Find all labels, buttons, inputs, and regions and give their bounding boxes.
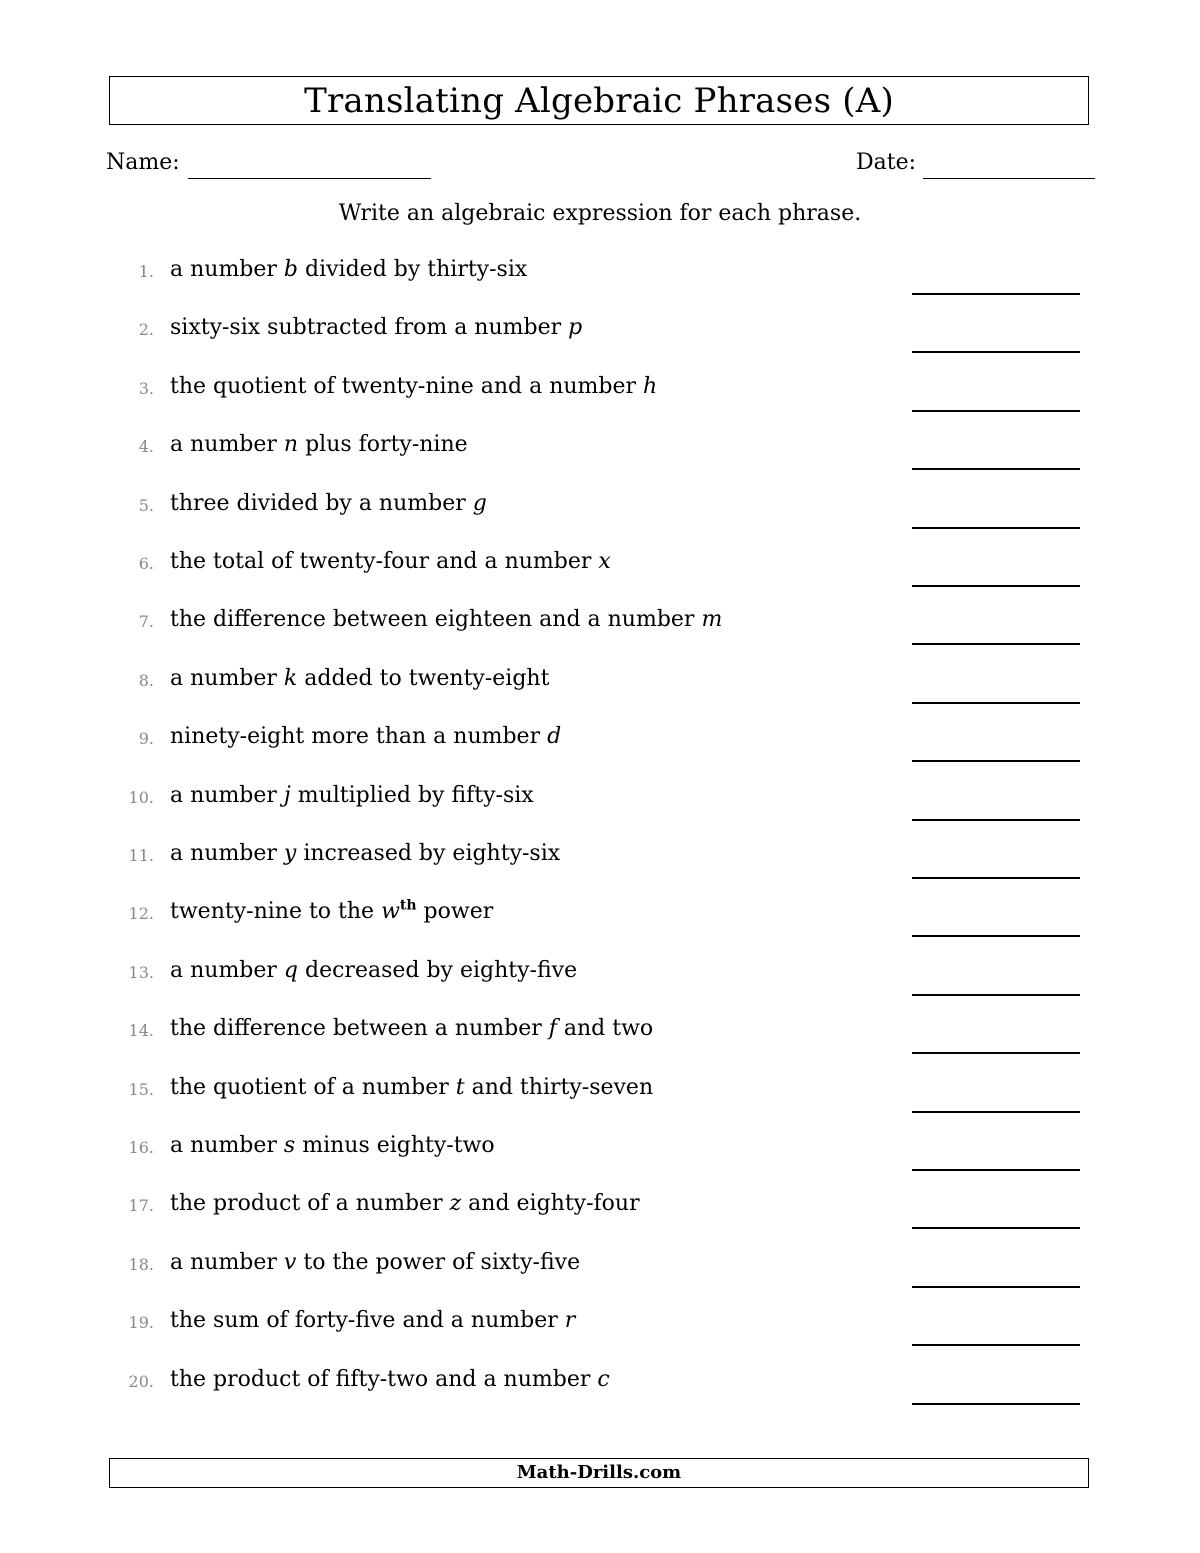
variable: p [568,315,583,340]
answer-line[interactable] [912,293,1080,295]
answer-line[interactable] [912,585,1080,587]
variable: n [283,432,299,457]
problem-phrase [170,1309,575,1333]
answer-line[interactable] [912,410,1080,412]
problem-number: 14. [128,1021,154,1040]
phrase-text: to the power of sixty-five [296,1250,581,1275]
footer-text: Math-Drills.com [516,1462,682,1483]
problem-number: 8. [138,671,154,690]
variable: c [597,1367,610,1392]
problem-phrase [170,608,722,632]
problem-phrase [170,316,582,340]
answer-line[interactable] [912,1052,1080,1054]
problem-number: 4. [138,437,154,456]
problem-number: 10. [128,788,154,807]
problem-row [0,1192,1200,1232]
phrase-text: and thirty-seven [464,1075,654,1100]
phrase-text: a number [170,783,284,808]
problem-phrase [170,784,534,808]
problem-row [0,1251,1200,1291]
phrase-text: a number [170,1250,284,1275]
problem-row [0,667,1200,707]
problem-row [0,608,1200,648]
variable: x [598,549,611,574]
phrase-text: increased by eighty-six [296,841,561,866]
problem-row [0,1134,1200,1174]
problem-number: 13. [128,963,154,982]
problem-row [0,842,1200,882]
superscript: th [399,897,417,914]
answer-line[interactable] [912,935,1080,937]
phrase-text: the total of twenty-four and a number [170,549,599,574]
problem-phrase [170,725,561,749]
phrase-text: three divided by a number [170,491,473,516]
phrase-text: a number [170,841,284,866]
problem-number: 11. [128,846,154,865]
problem-phrase [170,1368,610,1392]
problem-phrase [170,258,527,282]
footer-box [109,1458,1089,1488]
variable: m [701,607,723,632]
variable: f [548,1016,557,1041]
phrase-text: and eighty-four [461,1191,640,1216]
phrase-text: power [416,899,494,924]
problem-number: 5. [138,496,154,515]
phrase-text: ninety-eight more than a number [170,724,548,749]
problem-number: 9. [138,729,154,748]
phrase-text: the difference between eighteen and a number [170,607,702,632]
variable: v [283,1250,297,1275]
phrase-text: a number [170,958,284,983]
problem-phrase [170,667,549,691]
phrase-text: divided by thirty-six [298,257,528,282]
problem-number: 15. [128,1080,154,1099]
variable: h [643,374,658,399]
variable: j [283,783,291,808]
problem-phrase [170,842,560,866]
problem-phrase [170,1192,640,1216]
phrase-text: the product of a number [170,1191,450,1216]
variable: b [283,257,299,282]
answer-line[interactable] [912,1344,1080,1346]
problem-number: 12. [128,904,154,923]
problem-row [0,375,1200,415]
variable: q [283,958,299,983]
answer-line[interactable] [912,1111,1080,1113]
problem-number: 2. [138,320,154,339]
phrase-text: a number [170,666,284,691]
phrase-text: a number [170,257,284,282]
answer-line[interactable] [912,468,1080,470]
problem-phrase [170,492,487,516]
phrase-text: the quotient of a number [170,1075,456,1100]
name-label: Name: [106,150,180,175]
worksheet-title: Translating Algebraic Phrases (A) [304,80,894,121]
phrase-text: multiplied by fifty-six [290,783,534,808]
problem-phrase [170,897,494,924]
problem-row [0,897,1200,940]
problem-number: 20. [128,1372,154,1391]
problem-row [0,1017,1200,1057]
problem-phrase [170,1251,580,1275]
problem-number: 1. [138,262,154,281]
variable: r [564,1308,576,1333]
answer-line[interactable] [912,1403,1080,1405]
problem-row [0,1309,1200,1349]
answer-line[interactable] [912,1286,1080,1288]
phrase-text: minus eighty-two [295,1133,495,1158]
problem-phrase [170,1134,495,1158]
instructions: Write an algebraic expression for each phrase. [338,201,862,226]
problem-row [0,258,1200,298]
answer-line[interactable] [912,1169,1080,1171]
problem-row [0,959,1200,999]
phrase-text: the product of fifty-two and a number [170,1367,598,1392]
answer-line[interactable] [912,819,1080,821]
phrase-text: a number [170,1133,284,1158]
problem-phrase [170,550,611,574]
answer-line[interactable] [912,643,1080,645]
problem-row [0,1076,1200,1116]
problem-number: 17. [128,1196,154,1215]
answer-line[interactable] [912,351,1080,353]
phrase-text: the quotient of twenty-nine and a number [170,374,644,399]
phrase-text: a number [170,432,284,457]
problem-phrase [170,1076,653,1100]
problem-row [0,433,1200,473]
phrase-text: the difference between a number [170,1016,549,1041]
variable: g [472,491,487,516]
problem-row [0,1368,1200,1408]
answer-line[interactable] [912,760,1080,762]
phrase-text: added to twenty-eight [297,666,550,691]
phrase-text: and two [556,1016,654,1041]
variable: y [283,841,297,866]
problem-row [0,784,1200,824]
problem-row [0,725,1200,765]
problem-number: 16. [128,1138,154,1157]
variable: w [381,899,400,924]
problem-row [0,550,1200,590]
variable: s [283,1133,296,1158]
variable: z [449,1191,462,1216]
problem-number: 6. [138,554,154,573]
problem-phrase [170,433,468,457]
problem-row [0,316,1200,356]
problem-row [0,492,1200,532]
phrase-text: the sum of forty-five and a number [170,1308,565,1333]
phrase-text: plus forty-nine [298,432,468,457]
problem-phrase [170,375,657,399]
answer-line[interactable] [912,994,1080,996]
answer-line[interactable] [912,1227,1080,1229]
problem-number: 19. [128,1313,154,1332]
phrase-text: twenty-nine to the [170,899,382,924]
variable: k [283,666,298,691]
problem-phrase [170,1017,653,1041]
date-label: Date: [856,150,917,175]
problem-number: 3. [138,379,154,398]
problem-number: 7. [138,612,154,631]
problem-number: 18. [128,1255,154,1274]
answer-line[interactable] [912,527,1080,529]
answer-line[interactable] [912,877,1080,879]
phrase-text: sixty-six subtracted from a number [170,315,569,340]
variable: t [455,1075,465,1100]
phrase-text: decreased by eighty-five [298,958,578,983]
problem-phrase [170,959,577,983]
variable: d [547,724,562,749]
answer-line[interactable] [912,702,1080,704]
